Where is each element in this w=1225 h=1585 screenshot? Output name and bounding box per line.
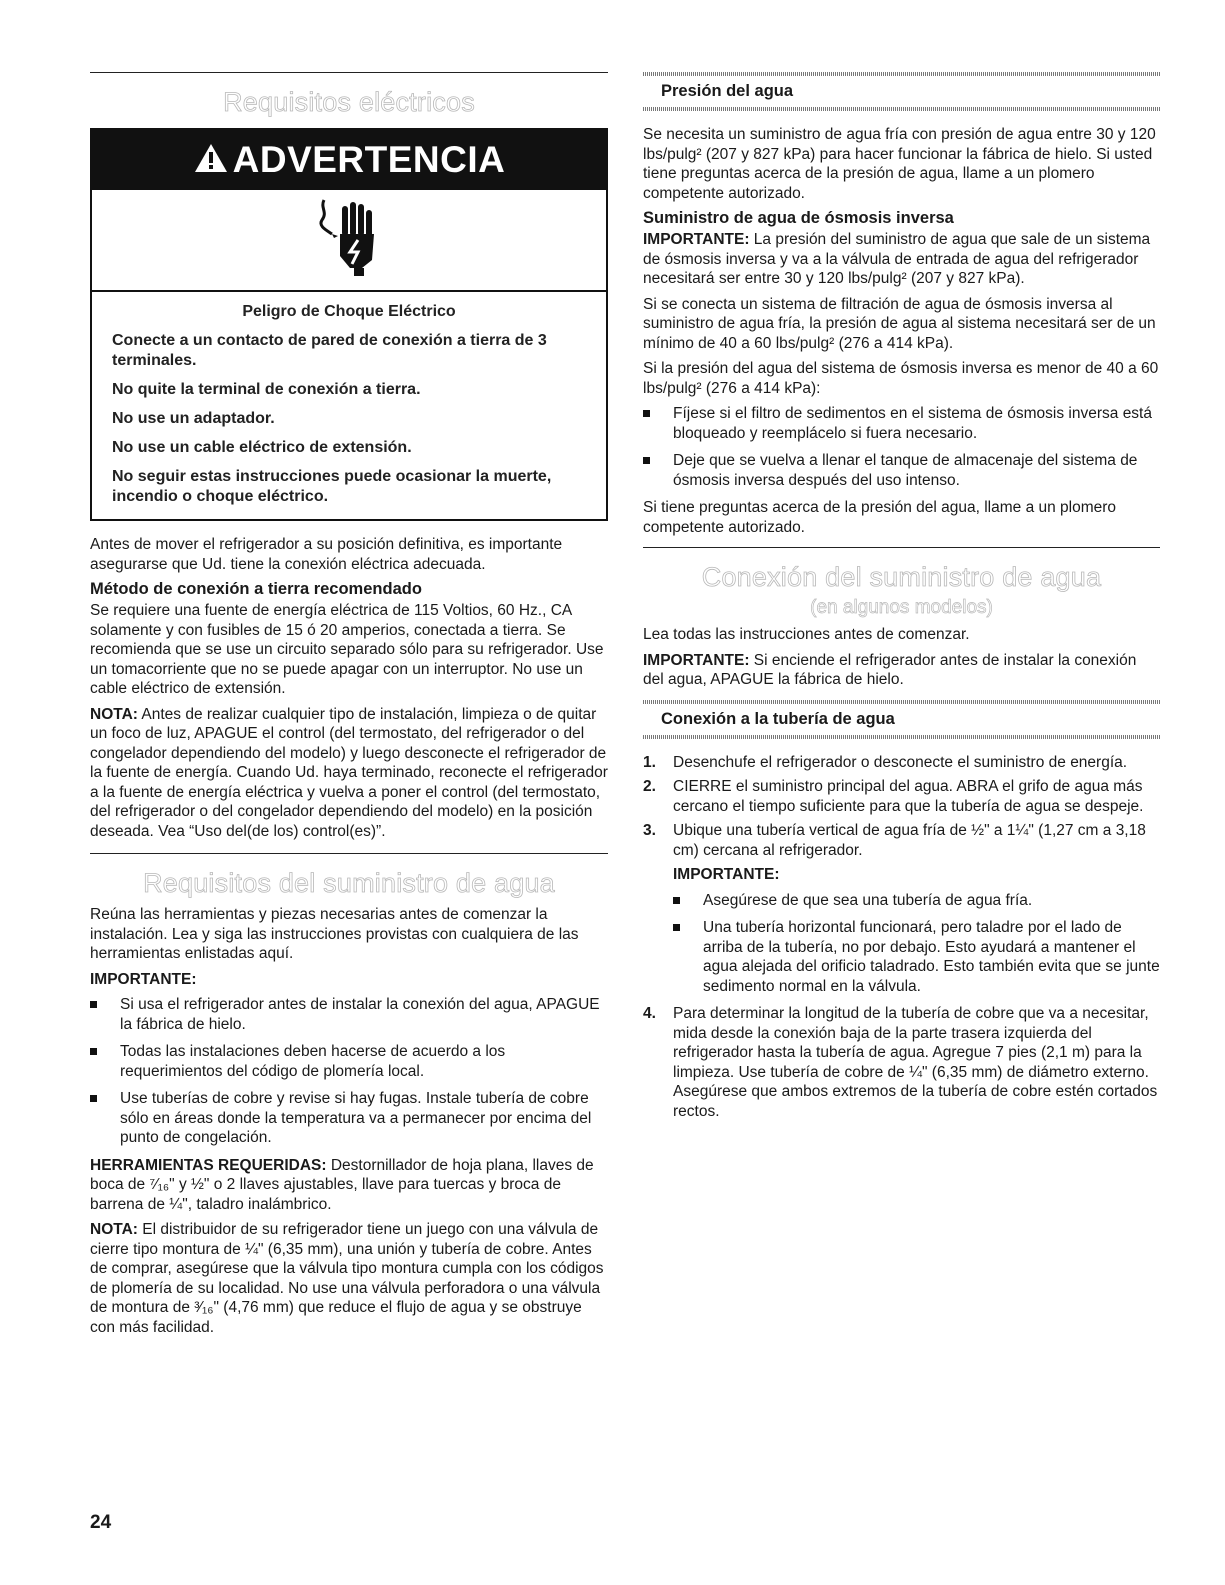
hazard-title: Peligro de Choque Eléctrico xyxy=(242,303,456,320)
list-item: Asegúrese de que sea una tubería de agua fría. xyxy=(673,891,1160,911)
list-item: 1. Desenchufe el refrigerador o desconecte el suministro de energía. xyxy=(643,753,1128,771)
list-item: Fíjese si el filtro de sedimentos en el sistema de ósmosis inversa está bloqueado y reemplácelo si fuera necesario. xyxy=(643,404,1160,443)
ro-paragraph: Si se conecta un sistema de filtración de agua de ósmosis inversa al suministro de agua fría, la presión de agua al sistema necesitará ser de un mínimo de 40 a 60 lbs/pulg² (276 a 414 kPa). xyxy=(643,295,1156,352)
section-title-water: Requisitos del suministro de agua xyxy=(143,868,555,898)
section-subtitle-connection: (en algunos modelos) xyxy=(810,597,993,618)
warning-box xyxy=(90,128,608,521)
warning-line: No seguir estas instrucciones puede ocasionar la muerte, incendio o choque eléctrico. xyxy=(112,468,552,505)
step3-important: IMPORTANTE: xyxy=(673,866,780,883)
right-column xyxy=(643,72,1160,1126)
section-title-electrical: Requisitos eléctricos xyxy=(223,87,475,117)
method-text: Se requiere una fuente de energía eléctrica de 115 Voltios, 60 Hz., CA solamente y con fusibles de 15 ó 20 amperios, conectada a tierra. Se recomienda que se use un circuito separado sólo para su refrigerador. Use un tomacorriente que no se puede apagar con un interruptor. No use un cable eléctrico de extensión. xyxy=(90,602,604,697)
bullet-square-icon xyxy=(673,897,680,904)
tools-paragraph xyxy=(90,1156,608,1215)
bullet-square-icon xyxy=(643,410,650,417)
bullet-square-icon xyxy=(90,1048,97,1055)
warning-header-text: ADVERTENCIA xyxy=(232,139,506,180)
section-rule xyxy=(90,853,608,854)
list-item: Use tuberías de cobre y revise si hay fugas. Instale tubería de cobre sólo en áreas donde la temperatura va a permanecer por encima del punto de congelación. xyxy=(90,1089,608,1148)
hatch-rule xyxy=(643,735,1160,739)
electrical-intro: Antes de mover el refrigerador a su posición definitiva, es importante asegurarse que Ud. tiene la conexión eléctrica adecuada. xyxy=(90,536,563,573)
ro-heading: Suministro de agua de ósmosis inversa xyxy=(643,209,954,227)
left-column xyxy=(90,72,608,1343)
pipe-heading: Conexión a la tubería de agua xyxy=(661,709,895,728)
list-item: Deje que se vuelva a llenar el tanque de almacenaje del sistema de ósmosis inversa después del uso intenso. xyxy=(643,451,1160,490)
page-number: 24 xyxy=(90,1512,112,1533)
method-heading: Método de conexión a tierra recomendado xyxy=(90,580,422,598)
note2-paragraph xyxy=(90,1220,608,1337)
warning-line: No use un adaptador. xyxy=(112,410,275,427)
tools-label: HERRAMIENTAS REQUERIDAS: xyxy=(90,1156,327,1174)
ro-important: IMPORTANTE: La presión del suministro de agua que sale de un sistema de ósmosis inversa y va a la válvula de entrada de agua del refrigerador necesitará ser entre 30 y 120 lbs/pulg² (207 y 827 kPa). xyxy=(643,231,1151,287)
warning-line: No use un cable eléctrico de extensión. xyxy=(112,439,412,456)
section-title-connection: Conexión del suministro de agua xyxy=(701,562,1102,592)
bullet-square-icon xyxy=(90,1095,97,1102)
list-item: 2. CIERRE el suministro principal del agua. ABRA el grifo de agua más cercano el tiempo suficiente para que la tubería de agua se despeje. xyxy=(643,778,1144,815)
warning-body xyxy=(92,292,606,519)
pressure-text: Se necesita un suministro de agua fría con presión de agua entre 30 y 120 lbs/pulg² (207 y 827 kPa) para hacer funcionar la fábrica de hielo. Si usted tiene preguntas acerca de la presión de agua, llame a un plomero competente autorizado. xyxy=(643,126,1156,202)
pressure-heading: Presión del agua xyxy=(661,82,794,100)
steps-list xyxy=(643,753,1160,1122)
ro-paragraph: Si tiene preguntas acerca de la presión del agua, llame a un plomero competente autorizado. xyxy=(643,499,1117,536)
bullet-square-icon xyxy=(643,457,650,464)
hatch-rule xyxy=(643,107,1160,111)
ro-paragraph: Si la presión del agua del sistema de ósmosis inversa es menor de 40 a 60 lbs/pulg² (276 a 414 kPa): xyxy=(643,360,1159,397)
note2-text: El distribuidor de su refrigerador tiene un juego con una válvula de cierre tipo montura de ¼" (6,35 mm), una unión y tubería de cobre. Antes de comprar, asegúrese que la válvula tipo montura cumpla con los códigos de plomería de su localidad. No use una válvula perforadora o una válvula de montura de ³⁄₁₆" (4,76 mm) que reduce el flujo de agua y se obstruye con más facilidad. xyxy=(90,1221,604,1336)
warning-triangle-icon xyxy=(193,132,229,192)
important-label: IMPORTANTE: xyxy=(90,970,197,988)
list-item: Todas las instalaciones deben hacerse de acuerdo a los requerimientos del código de plomería local. xyxy=(90,1042,608,1081)
note-text: Antes de realizar cualquier tipo de instalación, limpieza o de quitar un foco de luz, APAGUE el control (del termostato, del refrigerador o del congelador dependiendo del modelo) y luego desconecte el refrigerador de la fuente de energía. Cuando Ud. haya terminado, reconecte el refrigerador a la fuente de energía eléctrica y vuelva a poner el control (del termostato, del refrigerador o del congelador dependiendo del modelo) en la posición deseada. Vea “Uso del(de los) control(es)”. xyxy=(90,705,608,840)
shock-icon-area xyxy=(92,190,606,292)
water-intro: Reúna las herramientas y piezas necesarias antes de comenzar la instalación. Lea y siga las instrucciones provistas con cualquiera de las herramientas enlistadas aquí. xyxy=(90,906,579,962)
section-rule xyxy=(643,547,1160,548)
warning-header xyxy=(92,130,606,190)
bullet-square-icon xyxy=(90,1001,97,1008)
warning-line: Conecte a un contacto de pared de conexión a tierra de 3 terminales. xyxy=(112,332,547,369)
electric-shock-hand-icon xyxy=(314,198,384,283)
tools-text: Destornillador de hoja plana, llaves de boca de ⁷⁄₁₆" y ½" o 2 llaves ajustables, llave para tuercas y broca de barrena de ¼", taladro inalámbrico. xyxy=(90,1156,594,1213)
list-item: 3. Ubique una tubería vertical de agua fría de ½" a 1¼" (1,27 cm a 3,18 cm) cercana al refrigerador. xyxy=(643,822,1146,859)
top-rule-left xyxy=(90,72,608,73)
bullet-square-icon xyxy=(673,924,680,931)
list-item: Una tubería horizontal funcionará, pero taladre por el lado de arriba de la tubería, no por debajo. Esto ayudará a mantener el agua alejada del orificio taladrado. Esto también evita que se junte sedimento normal en la válvula. xyxy=(673,918,1160,996)
note-paragraph xyxy=(90,705,608,842)
conn-important: IMPORTANTE: Si enciende el refrigerador antes de instalar la conexión del agua, APAGUE la fábrica de hielo. xyxy=(643,651,1137,688)
list-item: Si usa el refrigerador antes de instalar la conexión del agua, APAGUE la fábrica de hielo. xyxy=(90,995,608,1034)
note2-label: NOTA: xyxy=(90,1221,138,1238)
note-label: NOTA: xyxy=(90,705,138,723)
list-item: 4. Para determinar la longitud de la tubería de cobre que va a necesitar, mida desde la conexión baja de la parte trasera izquierda del refrigerador hasta la tubería de agua. Agregue 7 pies (2,1 m) para la limpieza. Use tubería de cobre de ¼" (6,35 mm) de diámetro externo. Asegúrese que ambos extremos de la tubería de cobre estén cortados rectos. xyxy=(643,1005,1158,1120)
warning-line: No quite la terminal de conexión a tierra. xyxy=(112,381,421,398)
conn-read: Lea todas las instrucciones antes de comenzar. xyxy=(643,626,970,643)
